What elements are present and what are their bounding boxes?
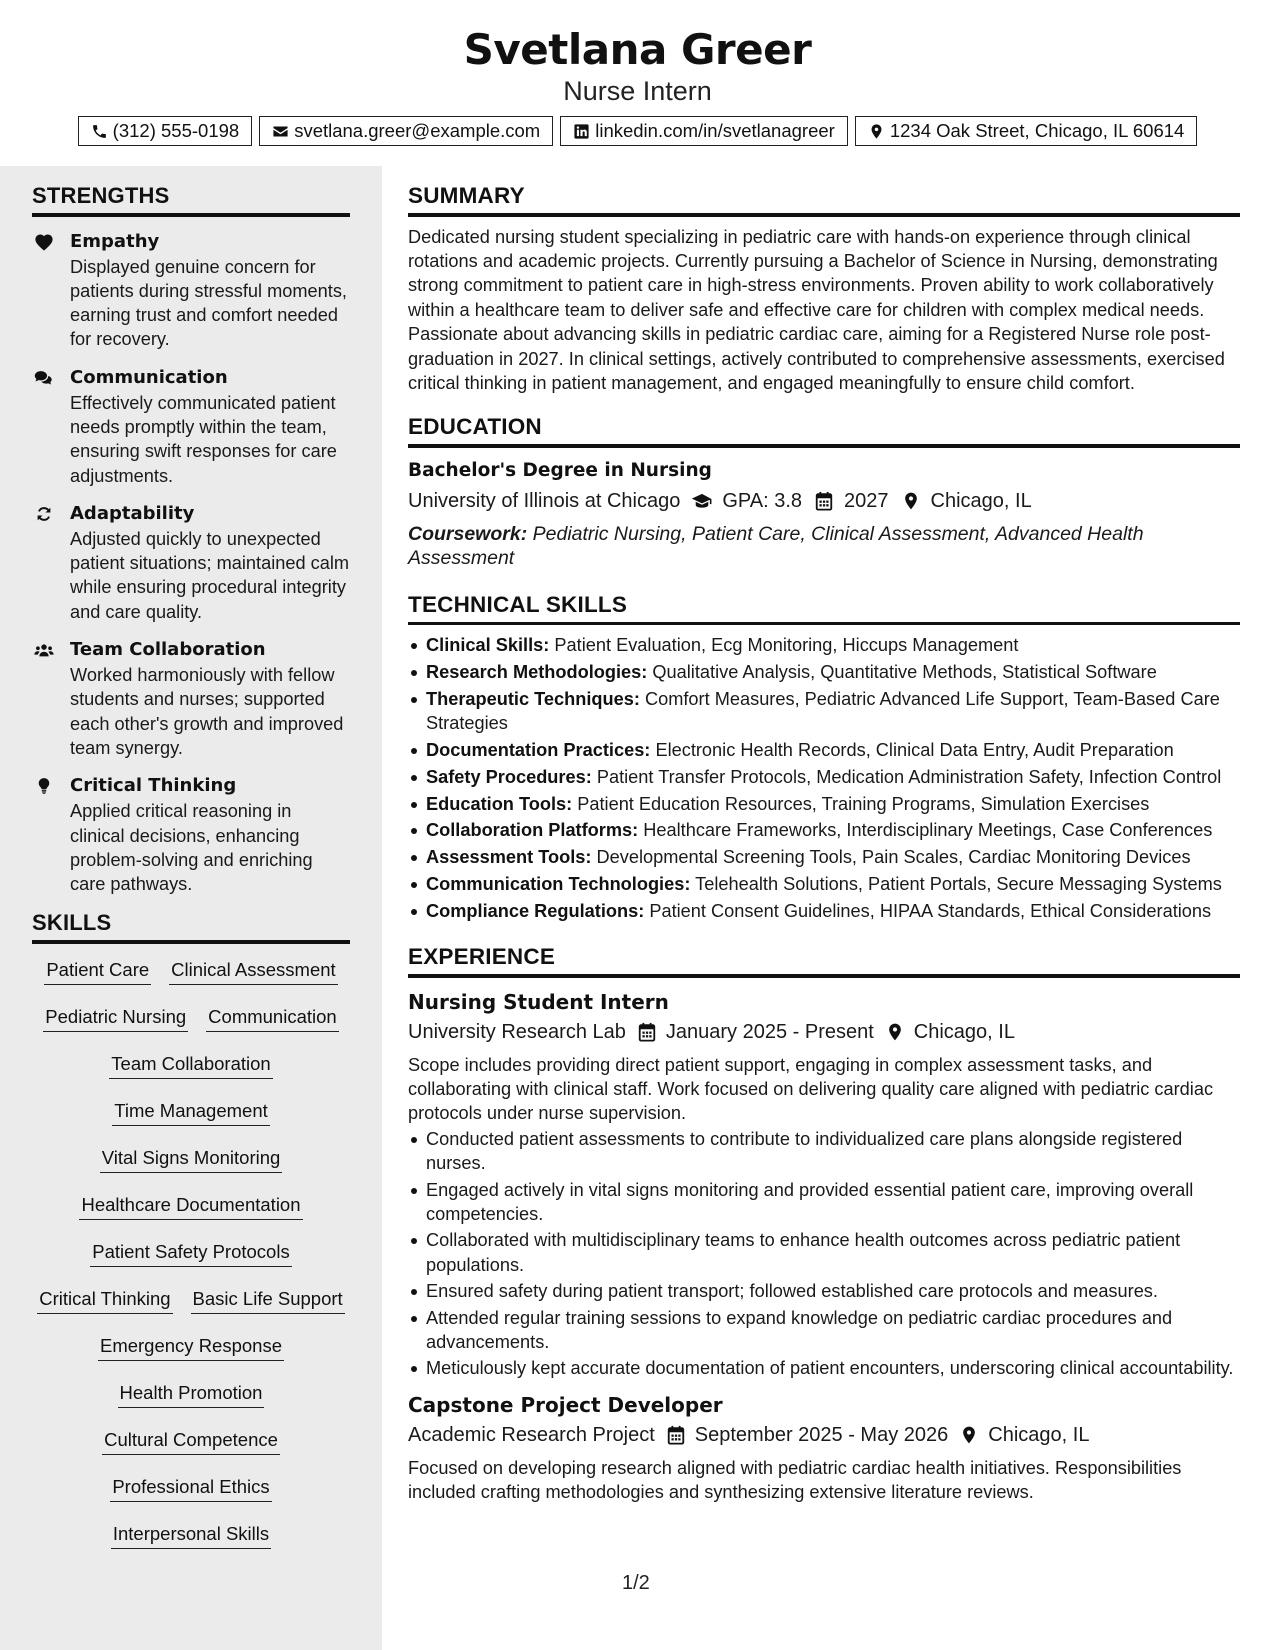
- job-bullets: [408, 1127, 1240, 1381]
- list-item: [408, 818, 1240, 842]
- skill-values: Patient Consent Guidelines, HIPAA Standards, Ethical Considerations: [649, 900, 1212, 921]
- sync-icon: [34, 505, 54, 523]
- main-content: [408, 166, 1240, 1519]
- candidate-name: Svetlana Greer: [463, 25, 812, 74]
- contact-linkedin[interactable]: [560, 116, 848, 146]
- strength-item: [32, 229, 350, 352]
- degree-title: Bachelor's Degree in Nursing: [408, 459, 712, 481]
- job-dates: September 2025 - May 2026: [694, 1423, 949, 1446]
- summary-title: SUMMARY: [408, 183, 525, 208]
- job-description: Scope includes providing direct patient support, engaging in complex assessment tasks, and collaborating with clinical staff. Work focused on delivering quality care aligned with pediatric cardiac protocols under nurse supervision.: [408, 1054, 1214, 1124]
- job-org: Academic Research Project: [408, 1423, 655, 1446]
- list-item: [408, 845, 1240, 869]
- strengths-list: [32, 229, 350, 897]
- list-item: Meticulously kept accurate documentation of patient encounters, underscoring clinical accountability.: [408, 1356, 1240, 1380]
- sidebar: [0, 166, 382, 1650]
- skill-category: Collaboration Platforms:: [426, 820, 639, 841]
- list-item: Ensured safety during patient transport; followed established care protocols and measures.: [408, 1279, 1240, 1303]
- list-item: [408, 765, 1240, 789]
- skill-values: Patient Education Resources, Training Programs, Simulation Exercises: [577, 793, 1150, 814]
- skill-tag: Patient Safety Protocols: [90, 1240, 291, 1267]
- list-item: Attended regular training sessions to expand knowledge on pediatric cardiac procedures and advancements.: [408, 1306, 1240, 1355]
- calendar-icon: [666, 1425, 686, 1445]
- skill-values: Healthcare Frameworks, Interdisciplinary Meetings, Case Conferences: [643, 820, 1213, 841]
- coursework-list: Pediatric Nursing, Patient Care, Clinical Assessment, Advanced Health Assessment: [408, 522, 1144, 570]
- strength-item: [32, 365, 350, 488]
- calendar-icon: [813, 491, 835, 511]
- candidate-role: Nurse Intern: [563, 76, 712, 106]
- job-entry: [408, 1391, 1240, 1505]
- strength-desc: Applied critical reasoning in clinical decisions, enhancing problem-solving and enriching care pathways.: [70, 801, 313, 895]
- graduation-cap-icon: [691, 491, 713, 511]
- lightbulb-icon: [34, 777, 54, 795]
- strength-desc: Displayed genuine concern for patients during stressful moments, earning trust and comfort needed for recovery.: [70, 256, 347, 350]
- strength-name: Communication: [70, 366, 228, 388]
- skills-list: [32, 958, 350, 1569]
- linkedin-icon: [573, 123, 590, 140]
- summary-section: [408, 182, 1240, 395]
- list-item: [408, 872, 1240, 896]
- strength-name: Empathy: [70, 230, 160, 252]
- list-item: [408, 899, 1240, 923]
- strength-item: [32, 773, 350, 896]
- skill-tag: Interpersonal Skills: [111, 1522, 271, 1549]
- users-icon: [34, 641, 54, 659]
- skill-tag: Professional Ethics: [110, 1475, 271, 1502]
- gpa-text: GPA: 3.8: [722, 489, 803, 512]
- strength-name: Critical Thinking: [70, 775, 237, 797]
- skill-tag: Health Promotion: [118, 1381, 265, 1408]
- map-marker-icon: [959, 1425, 979, 1445]
- skill-category: Therapeutic Techniques:: [426, 688, 640, 709]
- strength-desc: Adjusted quickly to unexpected patient situations; maintained calm while ensuring procedural integrity and care quality.: [70, 528, 350, 622]
- education-location: Chicago, IL: [930, 489, 1032, 512]
- skill-tag: Basic Life Support: [191, 1287, 345, 1314]
- map-marker-icon: [900, 491, 922, 511]
- experience-section: [408, 943, 1240, 1505]
- skill-category: Research Methodologies:: [426, 662, 648, 683]
- skill-category: Compliance Regulations:: [426, 900, 645, 921]
- skill-values: Telehealth Solutions, Patient Portals, Secure Messaging Systems: [695, 874, 1222, 895]
- skill-tag: Healthcare Documentation: [79, 1193, 302, 1220]
- job-entry: [408, 988, 1240, 1381]
- job-meta: [408, 1017, 1240, 1047]
- email-text: svetlana.greer@example.com: [294, 120, 541, 141]
- school-name: University of Illinois at Chicago: [408, 489, 681, 512]
- skill-tag: Team Collaboration: [109, 1052, 272, 1079]
- skill-category: Communication Technologies:: [426, 874, 691, 895]
- list-item: Collaborated with multidisciplinary teams to enhance health outcomes across pediatric patient populations.: [408, 1228, 1240, 1277]
- skill-category: Education Tools:: [426, 793, 573, 814]
- envelope-icon: [272, 123, 289, 140]
- coursework-label: Coursework:: [408, 522, 528, 545]
- skill-values: Patient Evaluation, Ecg Monitoring, Hiccups Management: [554, 635, 1019, 656]
- phone-icon: [91, 123, 108, 140]
- skill-tag: Critical Thinking: [37, 1287, 172, 1314]
- address-text: 1234 Oak Street, Chicago, IL 60614: [889, 120, 1185, 141]
- section-divider: [408, 444, 1240, 448]
- skills-title: SKILLS: [32, 910, 112, 936]
- section-divider: [32, 213, 350, 217]
- coursework: [408, 522, 1240, 571]
- strength-desc: Worked harmoniously with fellow students and nurses; supported each other's growth and improved team synergy.: [70, 665, 344, 758]
- list-item: [408, 687, 1240, 736]
- job-location: Chicago, IL: [988, 1423, 1090, 1446]
- strength-name: Adaptability: [70, 502, 195, 524]
- summary-text: Dedicated nursing student specializing in pediatric care with hands-on experience through clinical rotations and academic projects. Currently pursuing a Bachelor of Science in Nursing, demonstrating strong commitment to patient care in high-stress environments. Proven ability to work collaboratively within a healthcare team to deliver safe and effective care for children with complex medical needs. Passionate about advancing skills in pediatric cardiac care, aiming for a Registered Nurse role post-graduation in 2027. In clinical settings, actively contributed to comprehensive assessments, exercised critical thinking in patient management, and engaged meaningfully to ensure child comfort.: [408, 226, 1225, 393]
- list-item: [408, 660, 1240, 684]
- linkedin-text: linkedin.com/in/svetlanagreer: [595, 120, 835, 141]
- job-title: Capstone Project Developer: [408, 1392, 723, 1417]
- comments-icon: [34, 369, 54, 387]
- education-section: [408, 413, 1240, 571]
- skill-tag: Time Management: [112, 1099, 270, 1126]
- skill-category: Clinical Skills:: [426, 635, 550, 656]
- skill-values: Patient Transfer Protocols, Medication Administration Safety, Infection Control: [596, 766, 1222, 787]
- strength-item: [32, 501, 350, 624]
- skill-tag: Vital Signs Monitoring: [100, 1146, 283, 1173]
- resume-header: [0, 0, 1275, 166]
- list-item: [408, 633, 1240, 657]
- contact-email[interactable]: [259, 116, 553, 146]
- skill-tag: Pediatric Nursing: [43, 1005, 188, 1032]
- job-location: Chicago, IL: [913, 1020, 1015, 1043]
- skill-values: Developmental Screening Tools, Pain Scales, Cardiac Monitoring Devices: [596, 847, 1191, 868]
- list-item: Conducted patient assessments to contribute to individualized care plans alongside registered nurses.: [408, 1127, 1240, 1176]
- map-marker-icon: [885, 1022, 905, 1042]
- education-meta: [408, 486, 1240, 516]
- skill-tag: Patient Care: [44, 958, 151, 985]
- job-meta: [408, 1420, 1240, 1450]
- strength-name: Team Collaboration: [70, 639, 266, 661]
- phone-text: (312) 555-0198: [112, 120, 240, 141]
- skill-tag: Communication: [206, 1005, 339, 1032]
- job-org: University Research Lab: [408, 1020, 626, 1043]
- experience-title: EXPERIENCE: [408, 944, 556, 970]
- skill-category: Documentation Practices:: [426, 740, 651, 761]
- list-item: Engaged actively in vital signs monitoring and provided essential patient care, improving overall competencies.: [408, 1178, 1240, 1227]
- job-dates: January 2025 - Present: [665, 1020, 874, 1043]
- job-title: Nursing Student Intern: [408, 989, 669, 1014]
- section-divider: [408, 974, 1240, 978]
- skill-category: Safety Procedures:: [426, 766, 592, 787]
- skill-tag: Cultural Competence: [102, 1428, 280, 1455]
- graduation-year: 2027: [844, 489, 889, 512]
- section-divider: [32, 940, 350, 944]
- calendar-icon: [637, 1022, 657, 1042]
- strengths-title: STRENGTHS: [32, 183, 170, 208]
- map-marker-icon: [868, 123, 885, 140]
- strength-item: [32, 637, 350, 760]
- contact-phone[interactable]: [78, 116, 253, 146]
- education-title: EDUCATION: [408, 414, 542, 440]
- skill-tag: Clinical Assessment: [169, 958, 338, 985]
- strength-desc: Effectively communicated patient needs promptly within the team, ensuring swift responses for care adjustments.: [70, 392, 337, 486]
- section-divider: [408, 213, 1240, 217]
- skill-values: Qualitative Analysis, Quantitative Methods, Statistical Software: [652, 662, 1157, 683]
- technical-skills-list: [408, 633, 1240, 923]
- job-description: Focused on developing research aligned with pediatric cardiac health initiatives. Responsibilities included crafting methodologies and synthesizing extensive literature reviews.: [408, 1457, 1182, 1503]
- skill-values: Comfort Measures, Pediatric Advanced Life Support, Team-Based Care Strategies: [426, 688, 1220, 734]
- contact-bar: [0, 116, 1275, 146]
- list-item: [408, 738, 1240, 762]
- list-item: [408, 792, 1240, 816]
- section-divider: [408, 622, 1240, 626]
- heart-icon: [34, 233, 54, 251]
- skill-category: Assessment Tools:: [426, 847, 592, 868]
- contact-address[interactable]: [855, 116, 1197, 146]
- skill-values: Electronic Health Records, Clinical Data Entry, Audit Preparation: [655, 740, 1174, 761]
- technical-skills-title: TECHNICAL SKILLS: [408, 591, 628, 617]
- technical-skills-section: [408, 591, 1240, 923]
- skill-tag: Emergency Response: [98, 1334, 284, 1361]
- page-number: 1/2: [622, 1572, 650, 1594]
